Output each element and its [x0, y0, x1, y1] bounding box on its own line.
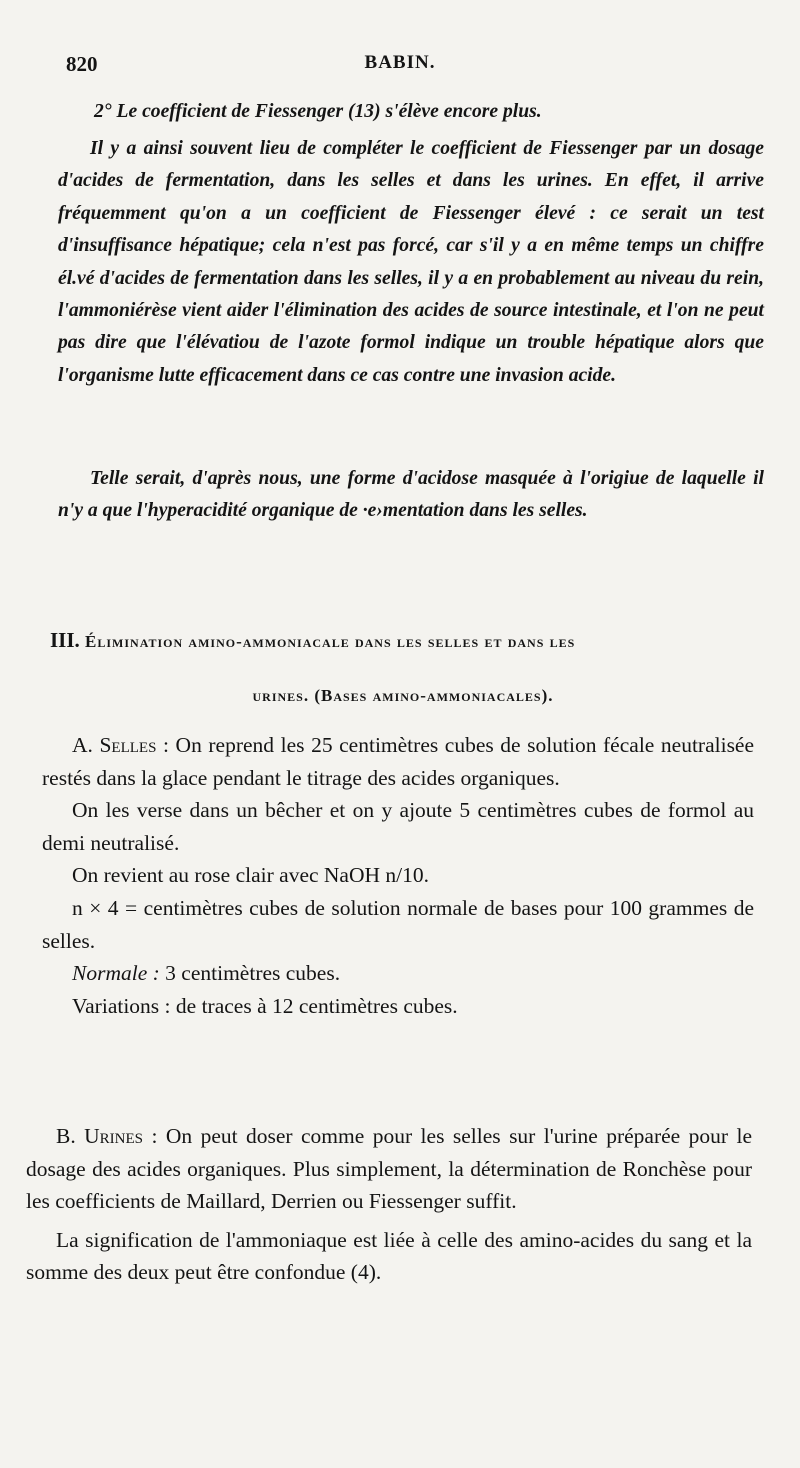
section-title-line2: urines. (Bases amino-ammoniacales). — [252, 686, 554, 705]
section-title-line1: Élimination amino-ammoniacale dans les selles et dans les — [85, 632, 576, 651]
paragraph — [26, 1120, 752, 1218]
italic-paragraph-coefficient — [58, 96, 764, 128]
paragraph: Il y a ainsi souvent lieu de compléter le coefficient de Fiessenger par un dosage d'acides de fermentation, dans les selles et dans les urines. En effet, il arrive fréquemment qu'on a un coefficient de Fiessenger élevé : ce serait un test d'insuffisance hépatique; cela n'est pas forcé, car s'il y a en même temps un chiffre él.vé d'acides de fermentation dans les selles, il y a en probablement au niveau du rein, l'ammoniérèse vient aider l'élimination des acides de source intestinale, et l'on ne peut pas dire que l'élévatiou de l'azote formol indique un trouble hépatique alors que l'organisme lutte efficacement dans ce cas contre une invasion acide. — [58, 138, 764, 386]
section-heading-line1 — [50, 613, 756, 669]
section-a-label: A. Selles : — [72, 733, 169, 757]
paragraph: n × 4 = centimètres cubes de solution normale de bases pour 100 grammes de selles. — [42, 895, 754, 953]
paragraph: La signification de l'ammoniaque est liée à celle des amino-acides du sang et la somme des deux peut être confondue (4). — [26, 1227, 752, 1285]
section-heading — [50, 613, 756, 723]
paragraph — [42, 729, 754, 794]
section-a-selles — [42, 729, 754, 1022]
paragraph: On revient au rose clair avec NaOH n/10. — [72, 863, 429, 888]
paragraph-text: On reprend les 25 centimètres cubes de solution fécale neutralisée restés dans la glace pendant le titrage des acides organiques. — [42, 733, 755, 790]
paragraph: Telle serait, d'après nous, une forme d'acidose masquée à l'origiue de laquelle il n'y a que l'hyperacidité organique de ·e›mentation dans les selles. — [58, 468, 764, 522]
section-b-urines — [26, 1120, 752, 1289]
page-number: 820 — [66, 52, 98, 76]
running-head: BABIN. — [364, 52, 436, 73]
section-b-label: B. Urines : — [56, 1124, 158, 1148]
page-header — [60, 52, 740, 86]
paragraph: On les verse dans un bêcher et on y ajoute 5 centimètres cubes de formol au demi neutralisé. — [42, 798, 754, 855]
normale-label: Normale : — [72, 961, 160, 986]
paragraph-text: On peut doser comme pour les selles sur l'urine préparée pour le dosage des acides organiques. Plus simplement, la détermination de Ronchèse pour les coefficients de Maillard, Derrien ou Fiessenger suffit. — [26, 1124, 753, 1214]
normale-value: 3 centimètres cubes. — [165, 961, 341, 986]
paragraph: Variations : de traces à 12 centimètres cubes. — [72, 993, 458, 1018]
section-number: III. — [50, 628, 80, 652]
italic-paragraph-acidose — [58, 463, 764, 528]
paragraph: 2° Le coefficient de Fiessenger (13) s'élève encore plus. — [94, 101, 542, 122]
italic-paragraph-fermentation — [58, 133, 764, 392]
paragraph — [42, 957, 754, 990]
